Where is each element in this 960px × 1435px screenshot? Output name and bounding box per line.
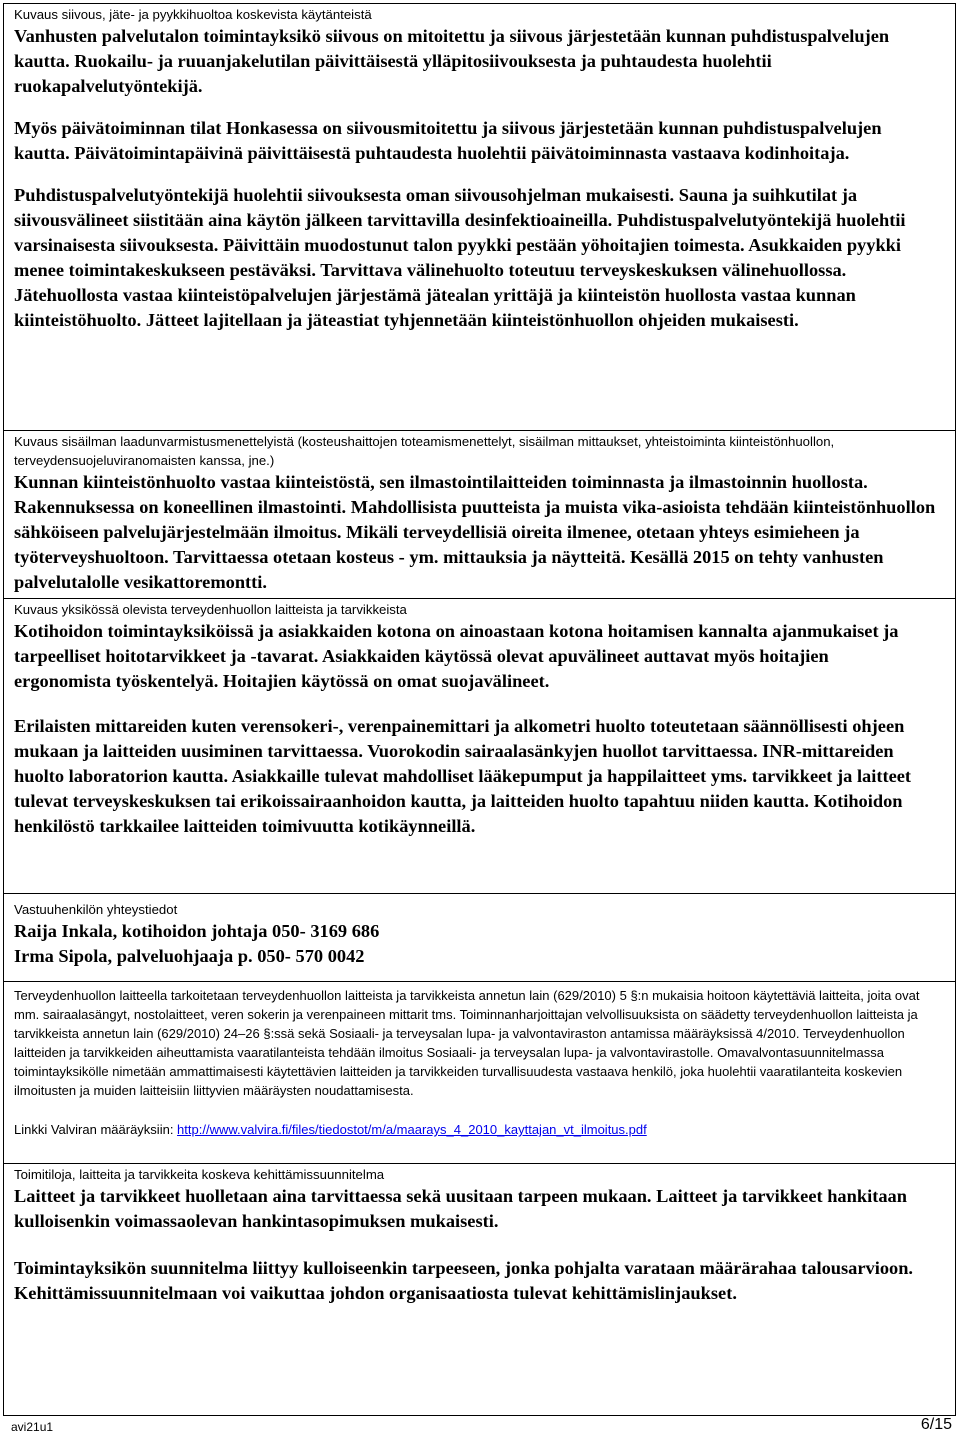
- devices-section: [3, 600, 956, 839]
- regulation-info-section: [3, 986, 956, 1139]
- separator: [3, 598, 956, 599]
- regulation-link-prefix: Linkki Valviran määräyksiin:: [14, 1122, 178, 1137]
- devices-paragraph-2: Erilaisten mittareiden kuten verensokeri-, verenpainemittari ja alkometri huolto toteutetaan säännöllisesti ohjeen mukaan ja laitteiden uusiminen tarvittaessa. Vuorokodin sairaalasänkyjen huollot tarvittaessa. INR-mittareiden huolto laboratorion kautta. Asiakkaille tulevat mahdolliset lääkepumput ja happilaitteet yms. tarvikkeet ja laitteet tulevat terveyskeskuksen tai erikoissairaanhoidon kautta, ja laitteiden huolto tapahtuu niiden kautta. Kotihoidon henkilöstö tarkkailee laitteiden toimivuutta kotikäynneillä.: [14, 716, 912, 836]
- development-plan-section: [3, 1165, 956, 1306]
- cleaning-paragraph-3: Puhdistuspalvelutyöntekijä huolehtii siivouksesta oman siivousohjelman mukaisesti. Sauna ja suihkutilat ja siivousvälineet siistitään aina käytön jälkeen tarvittavilla desinfektioaineilla. Puhdistuspalvelutyöntekijä huolehtii varsinaisesta siivouksesta. Päivittäin muodostunut talon pyykki pestään yöhoitajien toimesta. Asukkaiden pyykki menee toimintakeskukseen pestäväksi. Tarvittava välinehuolto toteutuu terveyskeskuksen välinehuollossa. Jätehuollosta vastaa kiinteistöpalvelujen järjestämä jätealan yrittäjä ja kiinteistön huollosta vastaa kunnan kiinteistöhuolto. Jätteet lajitellaan ja jäteastiat tyhjennetään kiinteistönhuollon ohjeiden mukaisesti.: [14, 185, 906, 330]
- separator: [3, 981, 956, 982]
- cleaning-paragraph-2: Myös päivätoiminnan tilat Honkasessa on siivousmitoitettu ja siivous järjestetään kunnan puhdistuspalvelujen kautta. Päivätoimintapäivinä päivittäisestä puhtaudesta huolehtii päivätoiminnasta vastaava kodinhoitaja.: [14, 118, 882, 163]
- cleaning-paragraph-1: Vanhusten palvelutalon toimintayksikö siivous on mitoitettu ja siivous järjestetään kunnan puhdistuspalvelujen kautta. Ruokailu- ja ruuanjakelutilan päivittäisestä ylläpitosiivouksesta ja puhtaudesta huolehtii ruokapalvelutyöntekijä.: [14, 26, 890, 96]
- contact-label: Vastuuhenkilön yhteystiedot: [14, 902, 178, 917]
- valvira-regulation-link[interactable]: http://www.valvira.fi/files/tiedostot/m/a/maarays_4_2010_kayttajan_vt_ilmoitus.pdf: [177, 1122, 647, 1137]
- document-id: avi21u1: [11, 1420, 54, 1434]
- air-quality-section: [3, 432, 956, 595]
- development-plan-label: Toimitiloja, laitteita ja tarvikkeita koskeva kehittämissuunnitelma: [14, 1167, 385, 1182]
- air-quality-label: Kuvaus sisäilman laadunvarmistusmenettelyistä (kosteushaittojen toteamismenettelyt, sisäilman mittaukset, yhteistoiminta kiinteistönhuollon, terveydensuojeluviranomaisten kanssa, jne.): [14, 434, 835, 468]
- devices-paragraph-1: Kotihoidon toimintayksiköissä ja asiakkaiden kotona on ainoastaan kotona hoitamisen kannalta ajanmukaiset ja tarpeelliset hoitotarvikkeet ja -tavarat. Asiakkaiden käytössä olevat apuvälineet auttavat myös hoitajien ergonomista työskentelyä. Hoitajien käytössä on omat suojavälineet.: [14, 621, 899, 691]
- regulation-info-text: Terveydenhuollon laitteella tarkoitetaan terveydenhuollon laitteista ja tarvikkeista annetun lain (629/2010) 5 §:n mukaisia hoitoon käytettäviä laitteita, joita ovat mm. sairaalasängyt, nostolaitteet, veren sokerin ja verenpaineen mittarit tms. Toiminnanharjoittajan velvollisuuksista on säädetty terveydenhuollon laitteista ja tarvikkeista annetun lain (629/2010) 24–26 §:ssä sekä Sosiaali- ja terveysalan lupa- ja valvontaviraston antamissa määräyksissä 4/2010. Terveydenhuollon laitteiden ja tarvikkeiden aiheuttamista vaaratilanteista tehdään ilmoitus Sosiaali- ja terveysalan lupa- ja valvontavirastolle. Omavalvontasuunnitelmassa toimintayksikölle nimetään ammattimaisesti käytettävien laitteiden ja tarvikkeiden turvallisuudesta vastaava henkilö, joka huolehtii vaaratilanteita koskevien ilmoitusten ja muiden laitteisiin liittyvien määräysten noudattamisesta.: [14, 988, 920, 1098]
- page-number: 6/15: [920, 1416, 952, 1433]
- development-plan-paragraph-1: Laitteet ja tarvikkeet huolletaan aina tarvittaessa sekä uusitaan tarpeen mukaan. Laitteet ja tarvikkeet hankitaan kulloisenkin voimassaolevan hankintasopimuksen mukaisesti.: [14, 1186, 907, 1231]
- air-quality-paragraph: Kunnan kiinteistönhuolto vastaa kiinteistöstä, sen ilmastointilaitteiden toiminnasta ja ilmastoinnin huollosta. Rakennuksessa on koneellinen ilmastointi. Mahdollisista puutteista ja muista vika-asioista tehdään kiinteistönhuollon sähköiseen palvelujärjestelmään ilmoitus. Mikäli terveydellisiä oireita ilmenee, otetaan yhteys esimieheen ja työterveyshuoltoon. Tarvittaessa otetaan kosteus - ym. mittauksia ja näytteitä. Kesällä 2015 on tehty vanhusten palvelutalolle vesikattoremontti.: [14, 472, 936, 592]
- contact-section: [3, 900, 956, 969]
- devices-label: Kuvaus yksikössä olevista terveydenhuollon laitteista ja tarvikkeista: [14, 602, 407, 617]
- regulation-link-line: [14, 1120, 956, 1139]
- separator: [3, 430, 956, 431]
- contact-person-2: Irma Sipola, palveluohjaaja p. 050- 570 0042: [14, 946, 365, 966]
- development-plan-paragraph-2: Toimintayksikön suunnitelma liittyy kulloiseenkin tarpeeseen, jonka pohjalta varataan määrärahaa talousarvioon. Kehittämissuunnitelmaan voi vaikuttaa johdon organisaatiosta tulevat kehittämislinjaukset.: [14, 1258, 914, 1303]
- contact-person-1: Raija Inkala, kotihoidon johtaja 050- 3169 686: [14, 921, 380, 941]
- cleaning-label: Kuvaus siivous, jäte- ja pyykkihuoltoa koskevista käytänteistä: [14, 7, 372, 22]
- separator: [3, 893, 956, 894]
- separator: [3, 1163, 956, 1164]
- cleaning-section: [3, 5, 956, 333]
